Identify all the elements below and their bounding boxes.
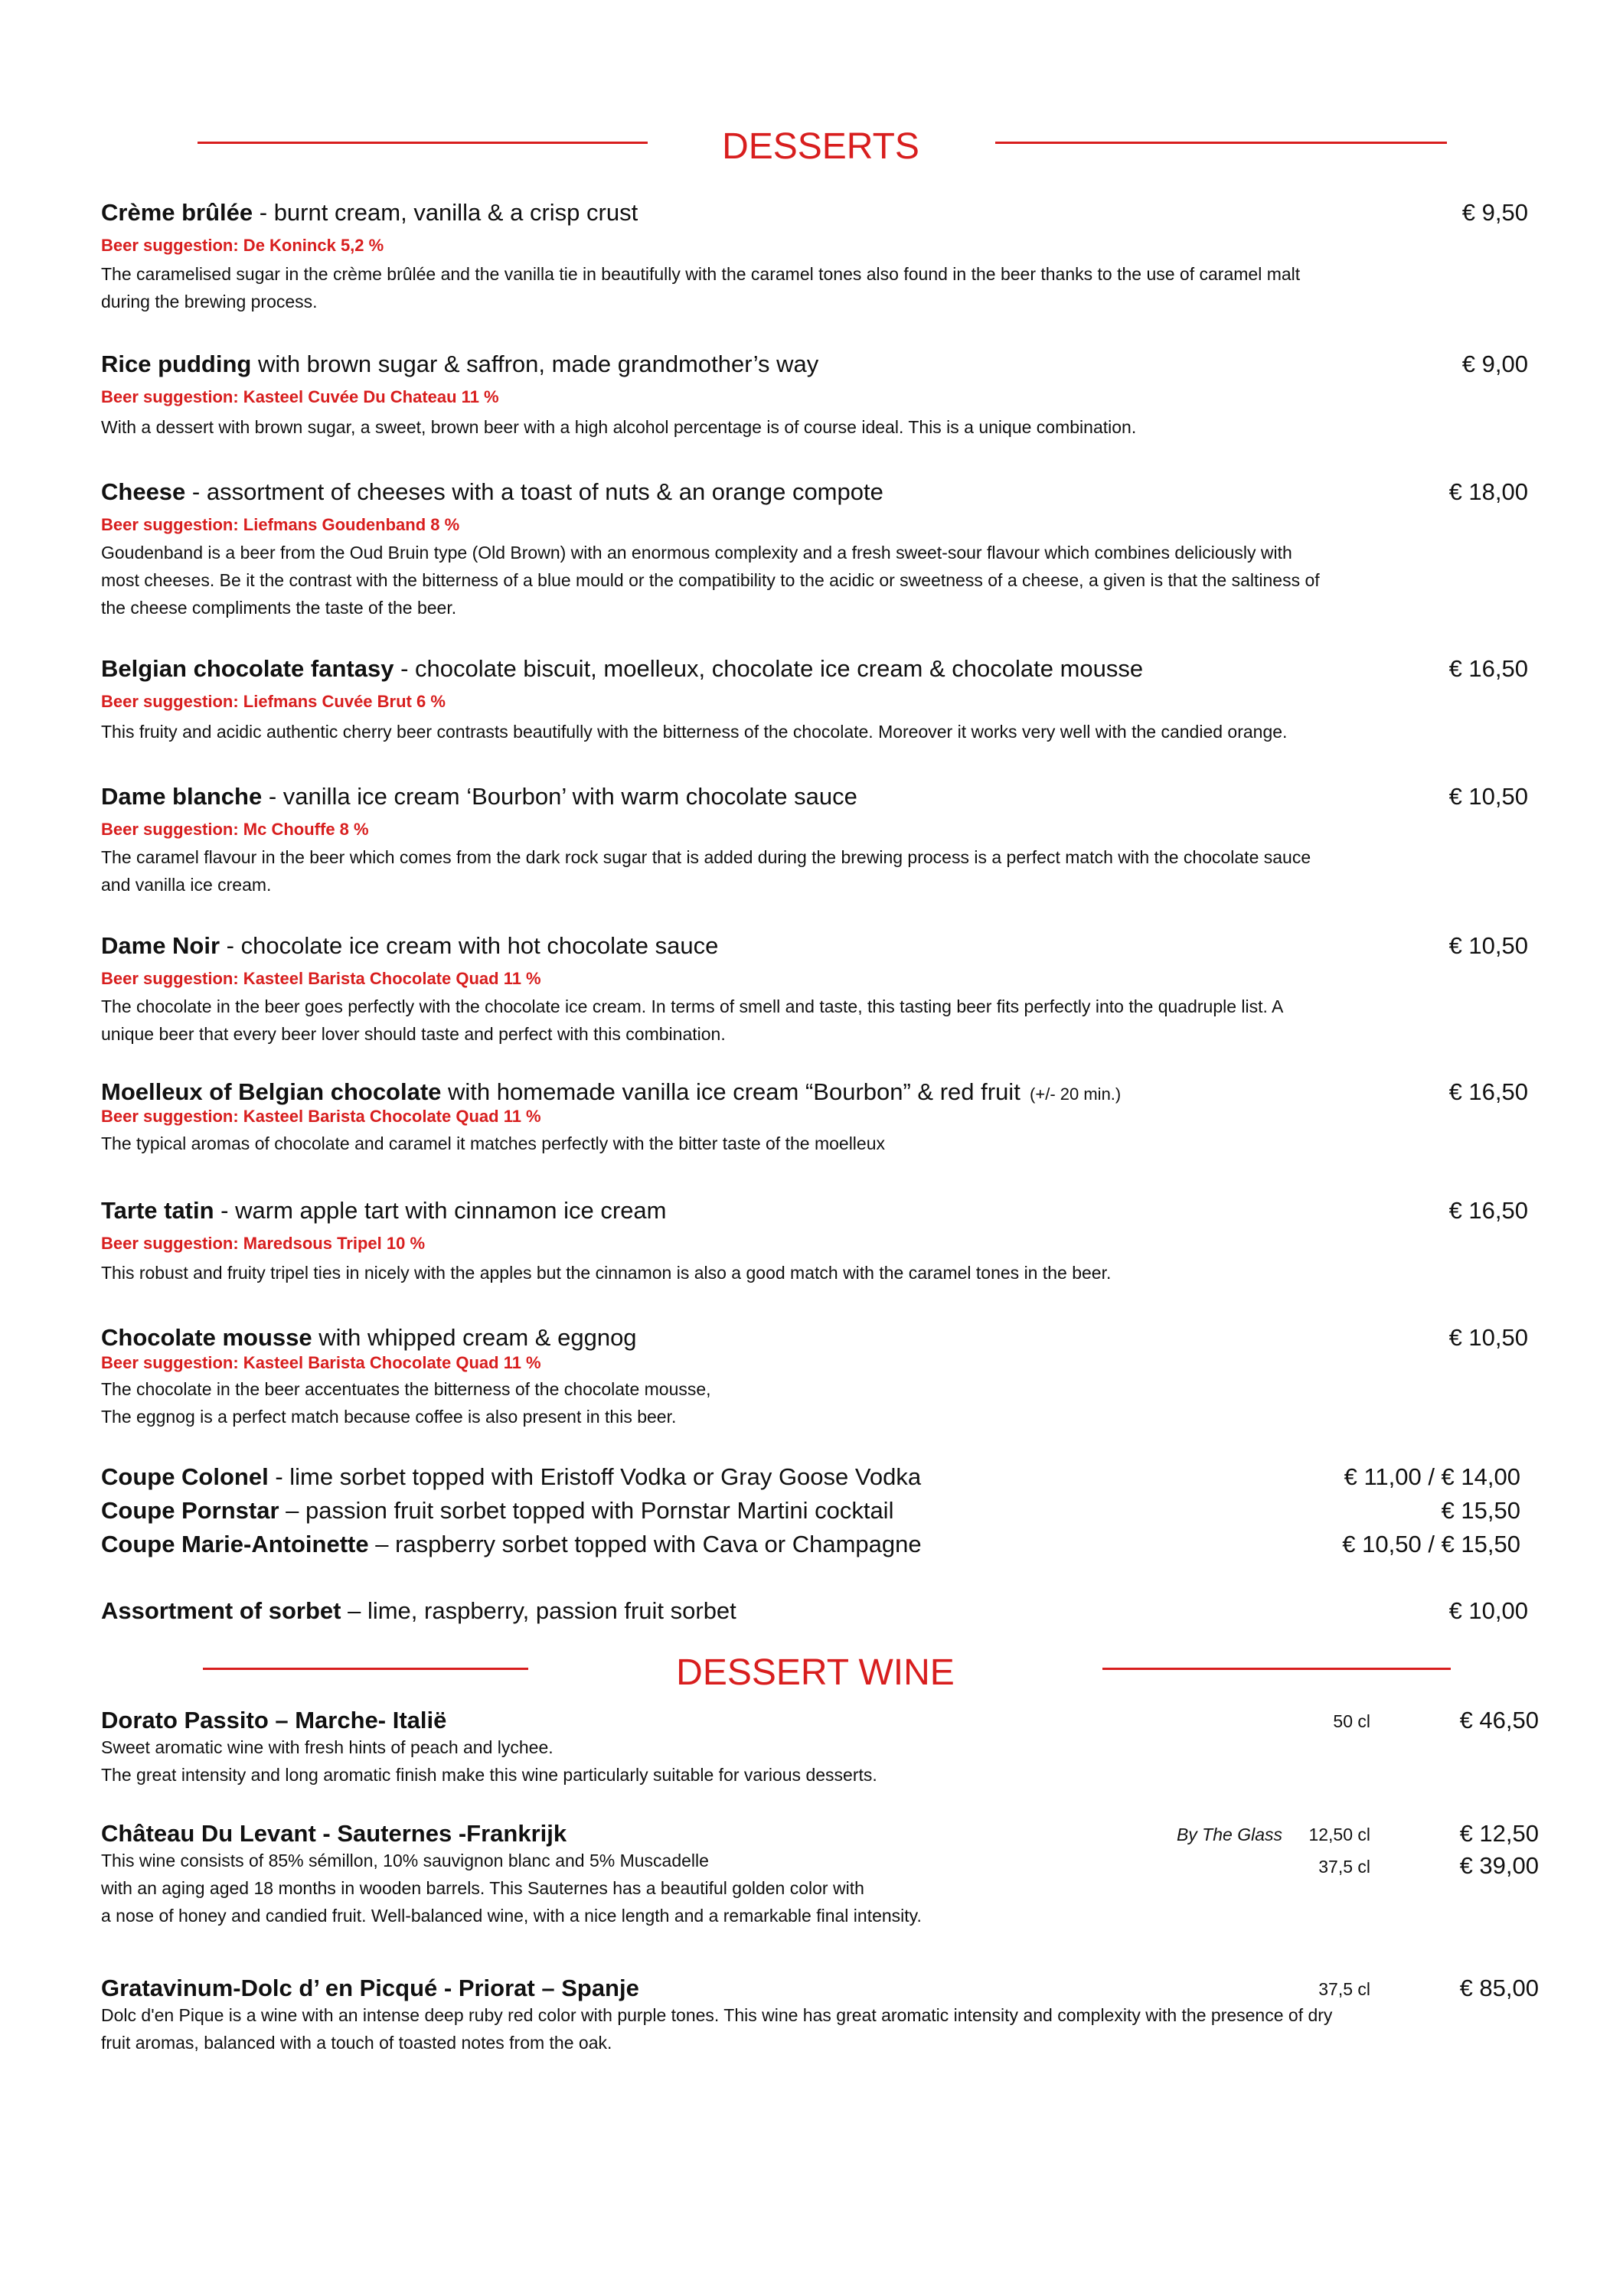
beer-suggestion: Beer suggestion: Kasteel Cuvée Du Chateau 11 % (101, 387, 499, 406)
wine-volume: 37,5 cl (1318, 1979, 1370, 1999)
dessert-name: Chocolate mousse (101, 1324, 312, 1351)
coupe-name: Coupe Pornstar (101, 1497, 279, 1524)
coupe-description: - lime sorbet topped with Eristoff Vodka or Gray Goose Vodka (268, 1463, 922, 1490)
coupe-title (101, 1465, 921, 1489)
wine-note-line: Dolc d'en Pique is a wine with an intense deep ruby red color with purple tones. This wine has great aromatic intensity and complexity with the presence of dry (101, 2005, 1333, 2025)
pairing-note-line: unique beer that every beer lover should taste and perfect with this combination. (101, 1024, 726, 1044)
wine-note-line: The great intensity and long aromatic finish make this wine particularly suitable for various desserts. (101, 1765, 877, 1785)
wine-price: € 46,50 (1459, 1707, 1539, 1733)
sorbet-price: € 10,00 (1448, 1597, 1528, 1624)
wine-note (101, 2001, 1502, 2056)
wine-title (101, 1821, 567, 1845)
pairing-note-line: The caramelised sugar in the crème brûlée and the vanilla tie in beautifully with the caramel tones also found in the beer thanks to the use of caramel malt (101, 264, 1301, 284)
dessert-title (101, 1080, 1121, 1104)
pairing-note (101, 413, 1502, 441)
dessert-name: Rice pudding (101, 351, 252, 377)
pairing-note-line: Goudenband is a beer from the Oud Bruin type (Old Brown) with an enormous complexity and a fresh sweet-sour flavour which combines deliciously with (101, 543, 1292, 563)
pairing-note-line: The typical aromas of chocolate and caramel it matches perfectly with the bitter taste of the moelleux (101, 1133, 885, 1153)
pairing-note-line: The caramel flavour in the beer which comes from the dark rock sugar that is added during the brewing process is a perfect match with the chocolate sauce (101, 847, 1311, 867)
dessert-description: - chocolate biscuit, moelleux, chocolate ice cream & chocolate mousse (394, 655, 1144, 682)
wine-rule-left (203, 1668, 528, 1670)
dessert-title (101, 1326, 637, 1349)
coupe-name: Coupe Marie-Antoinette (101, 1531, 369, 1557)
pairing-note (101, 1130, 1502, 1157)
wine-volume: 37,5 cl (1318, 1857, 1370, 1877)
coupe-title (101, 1532, 922, 1556)
pairing-note-line: and vanilla ice cream. (101, 875, 272, 895)
dessert-name: Moelleux of Belgian chocolate (101, 1078, 442, 1105)
dessert-price: € 16,50 (1448, 1078, 1528, 1105)
wine-name: Gratavinum-Dolc d’ en Picqué - Priorat – Spanje (101, 1975, 639, 2001)
dessert-name: Tarte tatin (101, 1197, 214, 1224)
pairing-note-line: This fruity and acidic authentic cherry beer contrasts beautifully with the bitterness of the chocolate. Moreover it works very well with the candied orange. (101, 722, 1288, 742)
wine-note-line: a nose of honey and candied fruit. Well-balanced wine, with a nice length and a remarkable final intensity. (101, 1906, 922, 1926)
pairing-note (101, 260, 1502, 315)
section-title-dessert-wine: DESSERT WINE (676, 1652, 955, 1693)
pairing-note-line: most cheeses. Be it the contrast with the bitterness of a blue mould or the compatibility to the acidic or sweetness of a cheese, a given is that the saltiness of (101, 570, 1320, 590)
wine-title (101, 1708, 446, 1732)
dessert-price: € 10,50 (1448, 1324, 1528, 1351)
wine-price: € 85,00 (1459, 1975, 1539, 2001)
pairing-note (101, 993, 1502, 1048)
beer-suggestion: Beer suggestion: Kasteel Barista Chocolate Quad 11 % (101, 1107, 541, 1126)
pairing-note-line: This robust and fruity tripel ties in nicely with the apples but the cinnamon is also a good match with the caramel tones in the beer. (101, 1263, 1112, 1283)
dessert-title (101, 934, 718, 957)
dessert-name: Dame blanche (101, 783, 263, 810)
wine-price: € 39,00 (1459, 1852, 1539, 1879)
wine-note-line: fruit aromas, balanced with a touch of toasted notes from the oak. (101, 2033, 612, 2053)
dessert-name: Cheese (101, 478, 186, 505)
dessert-description: - chocolate ice cream with hot chocolate sauce (220, 932, 719, 959)
pairing-note-line: The chocolate in the beer goes perfectly with the chocolate ice cream. In terms of smell and taste, this tasting beer fits perfectly into the quadruple list. A (101, 996, 1284, 1016)
wine-note (101, 1733, 1502, 1789)
dessert-price: € 10,50 (1448, 932, 1528, 959)
pairing-note (101, 539, 1502, 621)
dessert-description: - assortment of cheeses with a toast of nuts & an orange compote (185, 478, 883, 505)
wine-name: Château Du Levant - Sauternes -Frankrijk (101, 1820, 567, 1847)
dessert-price: € 9,00 (1461, 351, 1528, 377)
wine-volume: 12,50 cl (1308, 1825, 1370, 1844)
dessert-name: Dame Noir (101, 932, 220, 959)
dessert-price: € 10,50 (1448, 783, 1528, 810)
wine-rule-right (1102, 1668, 1451, 1670)
dessert-description: - vanilla ice cream ‘Bourbon’ with warm chocolate sauce (262, 783, 857, 810)
beer-suggestion: Beer suggestion: Mc Chouffe 8 % (101, 820, 369, 839)
beer-suggestion: Beer suggestion: Kasteel Barista Chocolate Quad 11 % (101, 969, 541, 988)
dessert-price: € 18,00 (1448, 478, 1528, 505)
coupe-price: € 15,50 (1441, 1497, 1520, 1524)
pairing-note-line: With a dessert with brown sugar, a sweet, brown beer with a high alcohol percentage is of course ideal. This is a unique combination. (101, 417, 1137, 437)
dessert-name: Crème brûlée (101, 199, 253, 226)
coupe-description: – raspberry sorbet topped with Cava or Champagne (368, 1531, 922, 1557)
beer-suggestion: Beer suggestion: De Koninck 5,2 % (101, 236, 384, 255)
header-rule-right (995, 142, 1447, 144)
pairing-note-line: The chocolate in the beer accentuates the bitterness of the chocolate mousse, (101, 1379, 711, 1399)
wine-price: € 12,50 (1459, 1820, 1539, 1847)
pairing-note-line: the cheese compliments the taste of the beer. (101, 598, 457, 618)
dessert-description: with homemade vanilla ice cream “Bourbon” & red fruit (441, 1078, 1020, 1105)
pairing-note (101, 1259, 1502, 1287)
pairing-note-line: during the brewing process. (101, 292, 318, 311)
wine-title (101, 1976, 639, 2000)
dessert-title (101, 352, 818, 376)
dessert-price: € 16,50 (1448, 655, 1528, 682)
coupe-title (101, 1499, 893, 1522)
beer-suggestion: Beer suggestion: Maredsous Tripel 10 % (101, 1234, 426, 1253)
beer-suggestion: Beer suggestion: Liefmans Cuvée Brut 6 % (101, 692, 446, 711)
dessert-description: - warm apple tart with cinnamon ice cream (214, 1197, 667, 1224)
coupe-description: – passion fruit sorbet topped with Pornstar Martini cocktail (279, 1497, 894, 1524)
dessert-title (101, 201, 638, 224)
wine-name: Dorato Passito – Marche- Italië (101, 1707, 447, 1733)
prep-time-note: (+/- 20 min.) (1030, 1084, 1122, 1104)
wine-note-line: This wine consists of 85% sémillon, 10% sauvignon blanc and 5% Muscadelle (101, 1851, 709, 1870)
pairing-note (101, 843, 1502, 899)
dessert-description: with whipped cream & eggnog (312, 1324, 637, 1351)
beer-suggestion: Beer suggestion: Kasteel Barista Chocolate Quad 11 % (101, 1353, 541, 1372)
coupe-name: Coupe Colonel (101, 1463, 269, 1490)
dessert-description: - burnt cream, vanilla & a crisp crust (253, 199, 638, 226)
pairing-note (101, 1375, 1502, 1430)
dessert-name: Belgian chocolate fantasy (101, 655, 394, 682)
section-title-desserts: DESSERTS (722, 126, 919, 167)
dessert-title (101, 784, 857, 808)
dessert-title (101, 1199, 667, 1222)
wine-volume: 50 cl (1333, 1711, 1370, 1731)
coupe-price: € 10,50 / € 15,50 (1342, 1531, 1520, 1557)
dessert-description: with brown sugar & saffron, made grandmother’s way (251, 351, 819, 377)
pairing-note (101, 718, 1502, 745)
beer-suggestion: Beer suggestion: Liefmans Goudenband 8 % (101, 515, 460, 534)
dessert-price: € 9,50 (1461, 199, 1528, 226)
sorbet-name: Assortment of sorbet (101, 1597, 341, 1624)
sorbet-title (101, 1599, 736, 1623)
sorbet-description: – lime, raspberry, passion fruit sorbet (341, 1597, 736, 1624)
dessert-title (101, 657, 1143, 680)
wine-note (101, 1847, 1502, 1929)
header-rule-left (198, 142, 648, 144)
wine-note-line: Sweet aromatic wine with fresh hints of peach and lychee. (101, 1737, 554, 1757)
by-the-glass-label: By The Glass (1176, 1825, 1282, 1844)
pairing-note-line: The eggnog is a perfect match because coffee is also present in this beer. (101, 1407, 677, 1427)
dessert-price: € 16,50 (1448, 1197, 1528, 1224)
coupe-price: € 11,00 / € 14,00 (1344, 1463, 1520, 1490)
dessert-title (101, 480, 883, 504)
wine-note-line: with an aging aged 18 months in wooden barrels. This Sauternes has a beautiful golden color with (101, 1878, 864, 1898)
